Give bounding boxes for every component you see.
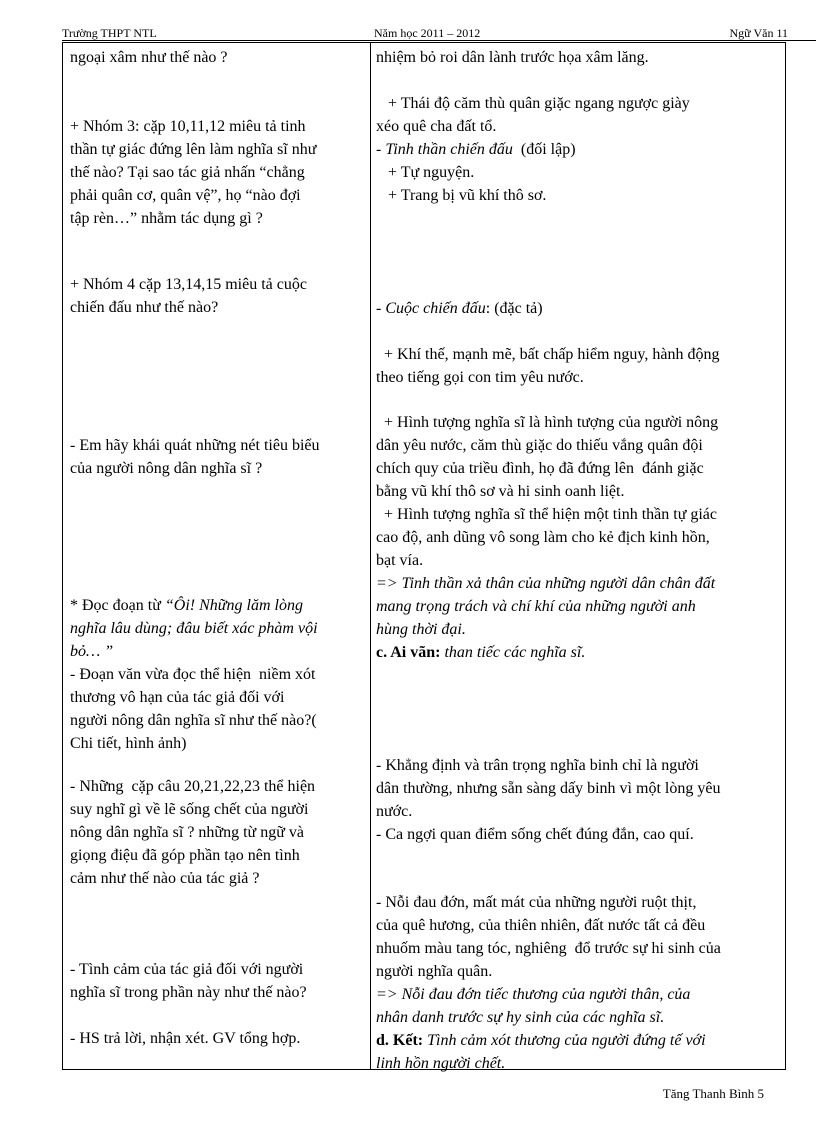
left-block-reading-quote-2: nghĩa lâu dùng; đâu biết xác phàm vội — [70, 620, 318, 637]
right-block-spirit-items — [376, 161, 546, 207]
left-block-feeling — [70, 958, 307, 1004]
left-block-summary — [70, 434, 320, 480]
right-block-1 — [376, 46, 649, 69]
text-line: + Hình tượng nghĩa sĩ thể hiện một tinh thần tự giác — [376, 506, 718, 523]
text-line: - Ca ngợi quan điểm sống chết đúng đắn, cao quí. — [376, 826, 694, 843]
text-line: mang trọng trách và chí khí của những người anh — [376, 598, 696, 615]
text-line: giọng điệu đã góp phần tạo nên tình — [70, 847, 300, 864]
text-line: nhân danh trước sự hy sinh của các nghĩa sĩ. — [376, 1009, 665, 1026]
text-line: thương vô hạn của tác giả đối với — [70, 689, 285, 706]
text-line: - Đoạn văn vừa đọc thể hiện niềm xót — [70, 666, 316, 683]
text-line: + Nhóm 3: cặp 10,11,12 miêu tả tinh — [70, 118, 306, 135]
left-block-group4 — [70, 273, 307, 319]
text-line: người nghĩa quân. — [376, 963, 493, 980]
text-line: tập rèn…” nhằm tác dụng gì ? — [70, 210, 263, 227]
right-block-grief-conclusion — [376, 983, 690, 1029]
left-block-reading: * Đọc đoạn từ “Ôi! Những lăm lòng — [70, 597, 303, 614]
text-line: xéo quê cha đất tổ. — [376, 118, 497, 135]
right-block-spirit: - Tinh thần chiến đấu (đối lập) — [376, 141, 576, 158]
right-block-lament: c. Ai vãn: than tiếc các nghĩa sĩ. — [376, 644, 586, 661]
text-line: + Hình tượng nghĩa sĩ là hình tượng của người nông — [376, 414, 719, 431]
text-line: nghĩa sĩ trong phần này như thế nào? — [70, 984, 307, 1001]
header-subject: Ngữ Văn 11 — [729, 26, 788, 40]
text-line: - Những cặp câu 20,21,22,23 thể hiện — [70, 778, 316, 795]
right-block-attitude — [376, 92, 690, 138]
right-block-conclusion — [376, 572, 715, 641]
left-block-question — [70, 663, 317, 755]
text-line: => Nỗi đau đớn tiếc thương của người thân, của — [376, 986, 691, 1003]
left-block-1 — [70, 46, 228, 69]
text-line: - Em hãy khái quát những nét tiêu biểu — [70, 437, 320, 454]
text-line: hùng thời đại. — [376, 621, 466, 638]
text-line: cảm như thế nào của tác giả ? — [70, 870, 260, 887]
text-line: + Khí thế, mạnh mẽ, bất chấp hiểm nguy, hành động — [376, 346, 720, 363]
text-line: - Tình cảm của tác giả đối với người — [70, 961, 304, 978]
text-line: Chi tiết, hình ảnh) — [70, 735, 187, 752]
text-line: + Thái độ căm thù quân giặc ngang ngược giày — [376, 95, 690, 112]
text-line: của người nông dân nghĩa sĩ ? — [70, 460, 263, 477]
right-block-battle: - Cuộc chiến đấu: (đặc tả) — [376, 300, 543, 317]
text-line: theo tiếng gọi con tim yêu nước. — [376, 369, 584, 386]
text-line: + Nhóm 4 cặp 13,14,15 miêu tả cuộc — [70, 276, 307, 293]
text-line: chiến đấu như thế nào? — [70, 299, 219, 316]
text-line: phải quân cơ, quân vệ”, họ “nào đợi — [70, 187, 301, 204]
text-line: + Tự nguyện. — [376, 164, 475, 181]
text-line: + Trang bị vũ khí thô sơ. — [376, 187, 547, 204]
text-line: - Khẳng định và trân trọng nghĩa binh chỉ là người — [376, 757, 699, 774]
text-line: nhuốm màu tang tóc, nghiêng đổ trước sự hi sinh của — [376, 940, 721, 957]
left-block-reading-quote-3: bỏ… ” — [70, 643, 114, 660]
left-block-pairs — [70, 775, 315, 890]
text-line: suy nghĩ gì về lẽ sống chết của người — [70, 801, 309, 818]
header-year: Năm học 2011 – 2012 — [374, 26, 481, 40]
text-line: nước. — [376, 803, 413, 820]
text-line: bạt vía. — [376, 552, 424, 569]
left-block-answer — [70, 1027, 300, 1050]
text-line: người nông dân nghĩa sĩ như thế nào?( — [70, 712, 317, 729]
text-line: ngoại xâm như thế nào ? — [70, 49, 228, 66]
header-rule — [62, 40, 816, 41]
text-line: chích quy của triều đình, họ đã đứng lên đánh giặc — [376, 460, 704, 477]
text-line: - Nỗi đau đớn, mất mát của những người ruột thịt, — [376, 894, 697, 911]
right-block-ending-2: linh hồn người chết. — [376, 1055, 506, 1072]
text-line: dân thường, nhưng sẵn sàng dấy binh vì một lòng yêu — [376, 780, 721, 797]
text-line: nhiệm bỏ roi dân lành trước họa xâm lăng. — [376, 49, 649, 66]
text-line: thế nào? Tại sao tác giả nhấn “chẳng — [70, 164, 305, 181]
footer-author-page: Tăng Thanh Bình 5 — [662, 1086, 764, 1101]
right-block-affirm — [376, 754, 720, 846]
text-line: => Tinh thần xả thân của những người dân chân đất — [376, 575, 716, 592]
right-block-image — [376, 411, 718, 572]
header-school: Trường THPT NTL — [62, 26, 157, 40]
right-block-momentum — [376, 343, 719, 389]
text-line: - HS trả lời, nhận xét. GV tổng hợp. — [70, 1030, 301, 1047]
text-line: của quê hương, của thiên nhiên, đất nước tất cả đều — [376, 917, 706, 934]
text-line: nông dân nghĩa sĩ ? những từ ngữ và — [70, 824, 304, 841]
text-line: thần tự giác đứng lên làm nghĩa sĩ như — [70, 141, 317, 158]
right-block-ending: d. Kết: Tình cảm xót thương của người đứng tế với — [376, 1032, 706, 1049]
column-divider — [370, 42, 371, 1070]
text-line: cao độ, anh dũng vô song làm cho kẻ địch kinh hồn, — [376, 529, 710, 546]
text-line: dân yêu nước, căm thù giặc do thiếu vắng quân đội — [376, 437, 703, 454]
left-block-group3 — [70, 115, 316, 230]
text-line: bằng vũ khí thô sơ và hi sinh oanh liệt. — [376, 483, 625, 500]
right-block-grief — [376, 891, 721, 983]
